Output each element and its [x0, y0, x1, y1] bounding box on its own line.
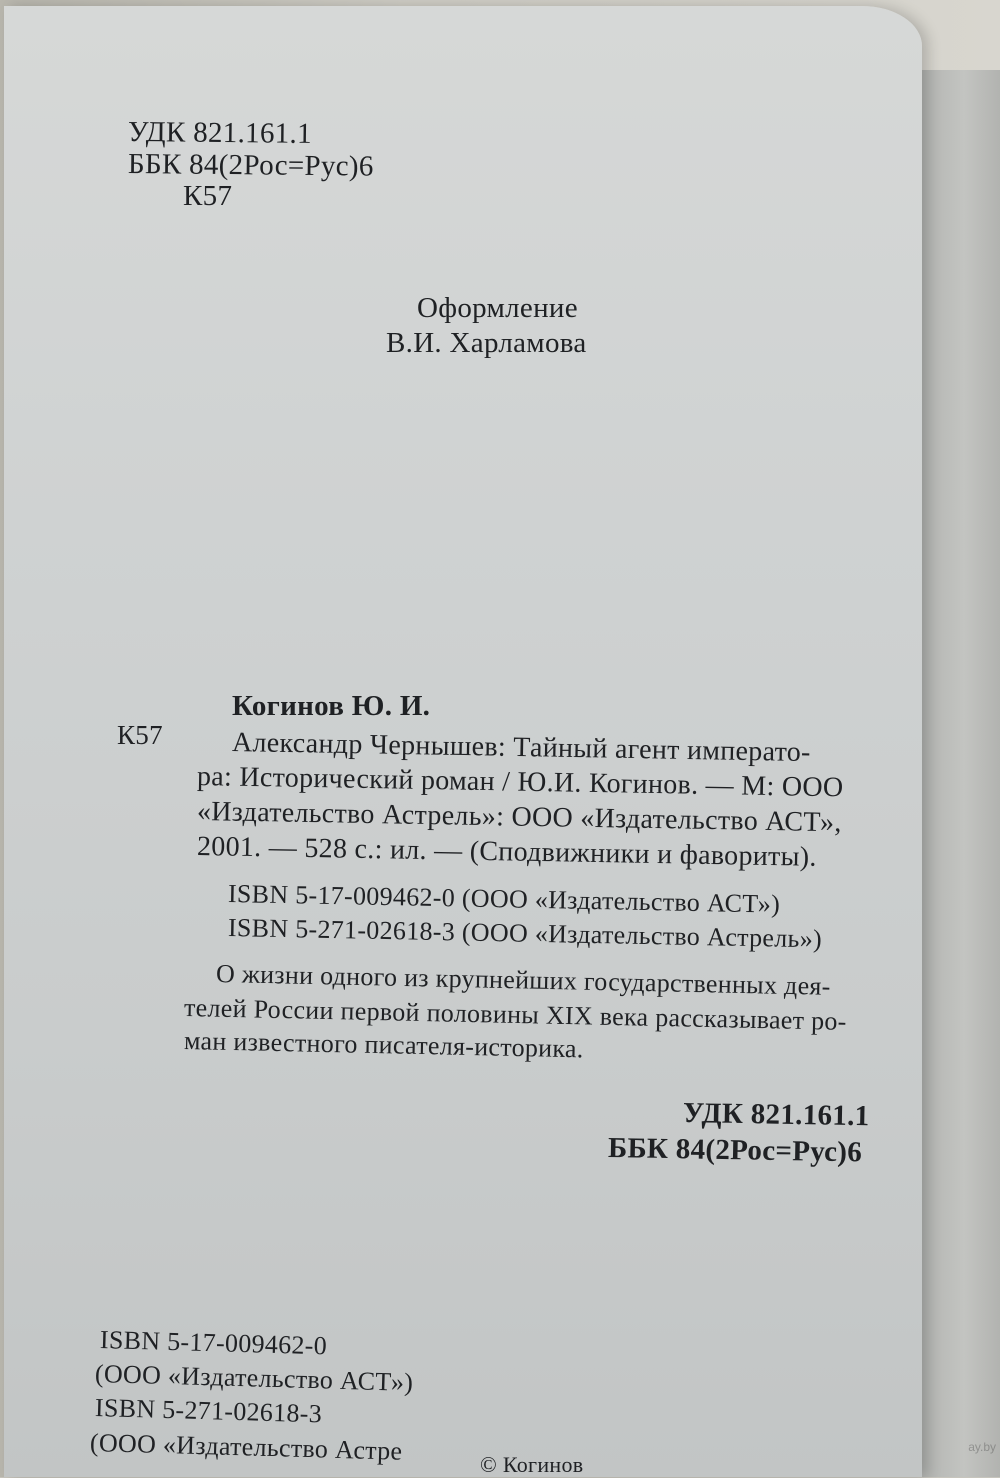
catalog-description-line: 2001. — 528 с.: ил. — (Сподвижники и фавориты). [196, 831, 817, 873]
copyright-notice: © Когинов [480, 1452, 584, 1477]
catalog-annotation-line: ман известного писателя-историка. [183, 1026, 584, 1064]
catalog-annotation-line: О жизни одного из крупнейших государственных дея- [215, 959, 831, 1001]
catalog-description-line: «Издательство Астрель»: ООО «Издательство АСТ», [196, 796, 842, 839]
top-udk-code: УДК 821.161.1 [127, 116, 313, 150]
show-through-shadow [474, 136, 894, 256]
catalog-annotation-line: телей России первой половины XIX века рассказывает ро- [183, 993, 847, 1036]
bottom-isbn-line: (ООО «Издательство Астре [89, 1428, 403, 1466]
design-name: В.И. Харламова [386, 327, 587, 359]
catalog-description-line: ра: Исторический роман / Ю.И. Когинов. — М: ООО [196, 761, 844, 804]
bottom-isbn-line: (ООО «Издательство АСТ») [94, 1359, 414, 1397]
catalog-udk-code: УДК 821.161.1 [682, 1097, 870, 1133]
catalog-bbk-code: ББК 84(2Рос=Рус)6 [607, 1132, 863, 1169]
catalog-isbn-line: ISBN 5-271-02618-3 (ООО «Издательство Астрель») [227, 913, 823, 954]
bottom-isbn-line: ISBN 5-17-009462-0 [99, 1325, 328, 1361]
bottom-isbn-line: ISBN 5-271-02618-3 [94, 1393, 323, 1429]
watermark-text: ay.by [968, 1440, 996, 1454]
catalog-description-line: Александр Чернышев: Тайный агент императо- [231, 727, 811, 769]
catalog-code: К57 [117, 720, 163, 750]
next-page-edge [910, 70, 1000, 1477]
top-bbk-code: ББК 84(2Рос=Рус)6 [127, 148, 374, 183]
top-author-code: К57 [183, 180, 233, 212]
design-label: Оформление [417, 292, 578, 324]
catalog-author: Когинов Ю. И. [232, 690, 431, 722]
catalog-isbn-line: ISBN 5-17-009462-0 (ООО «Издательство АСТ») [227, 879, 781, 919]
